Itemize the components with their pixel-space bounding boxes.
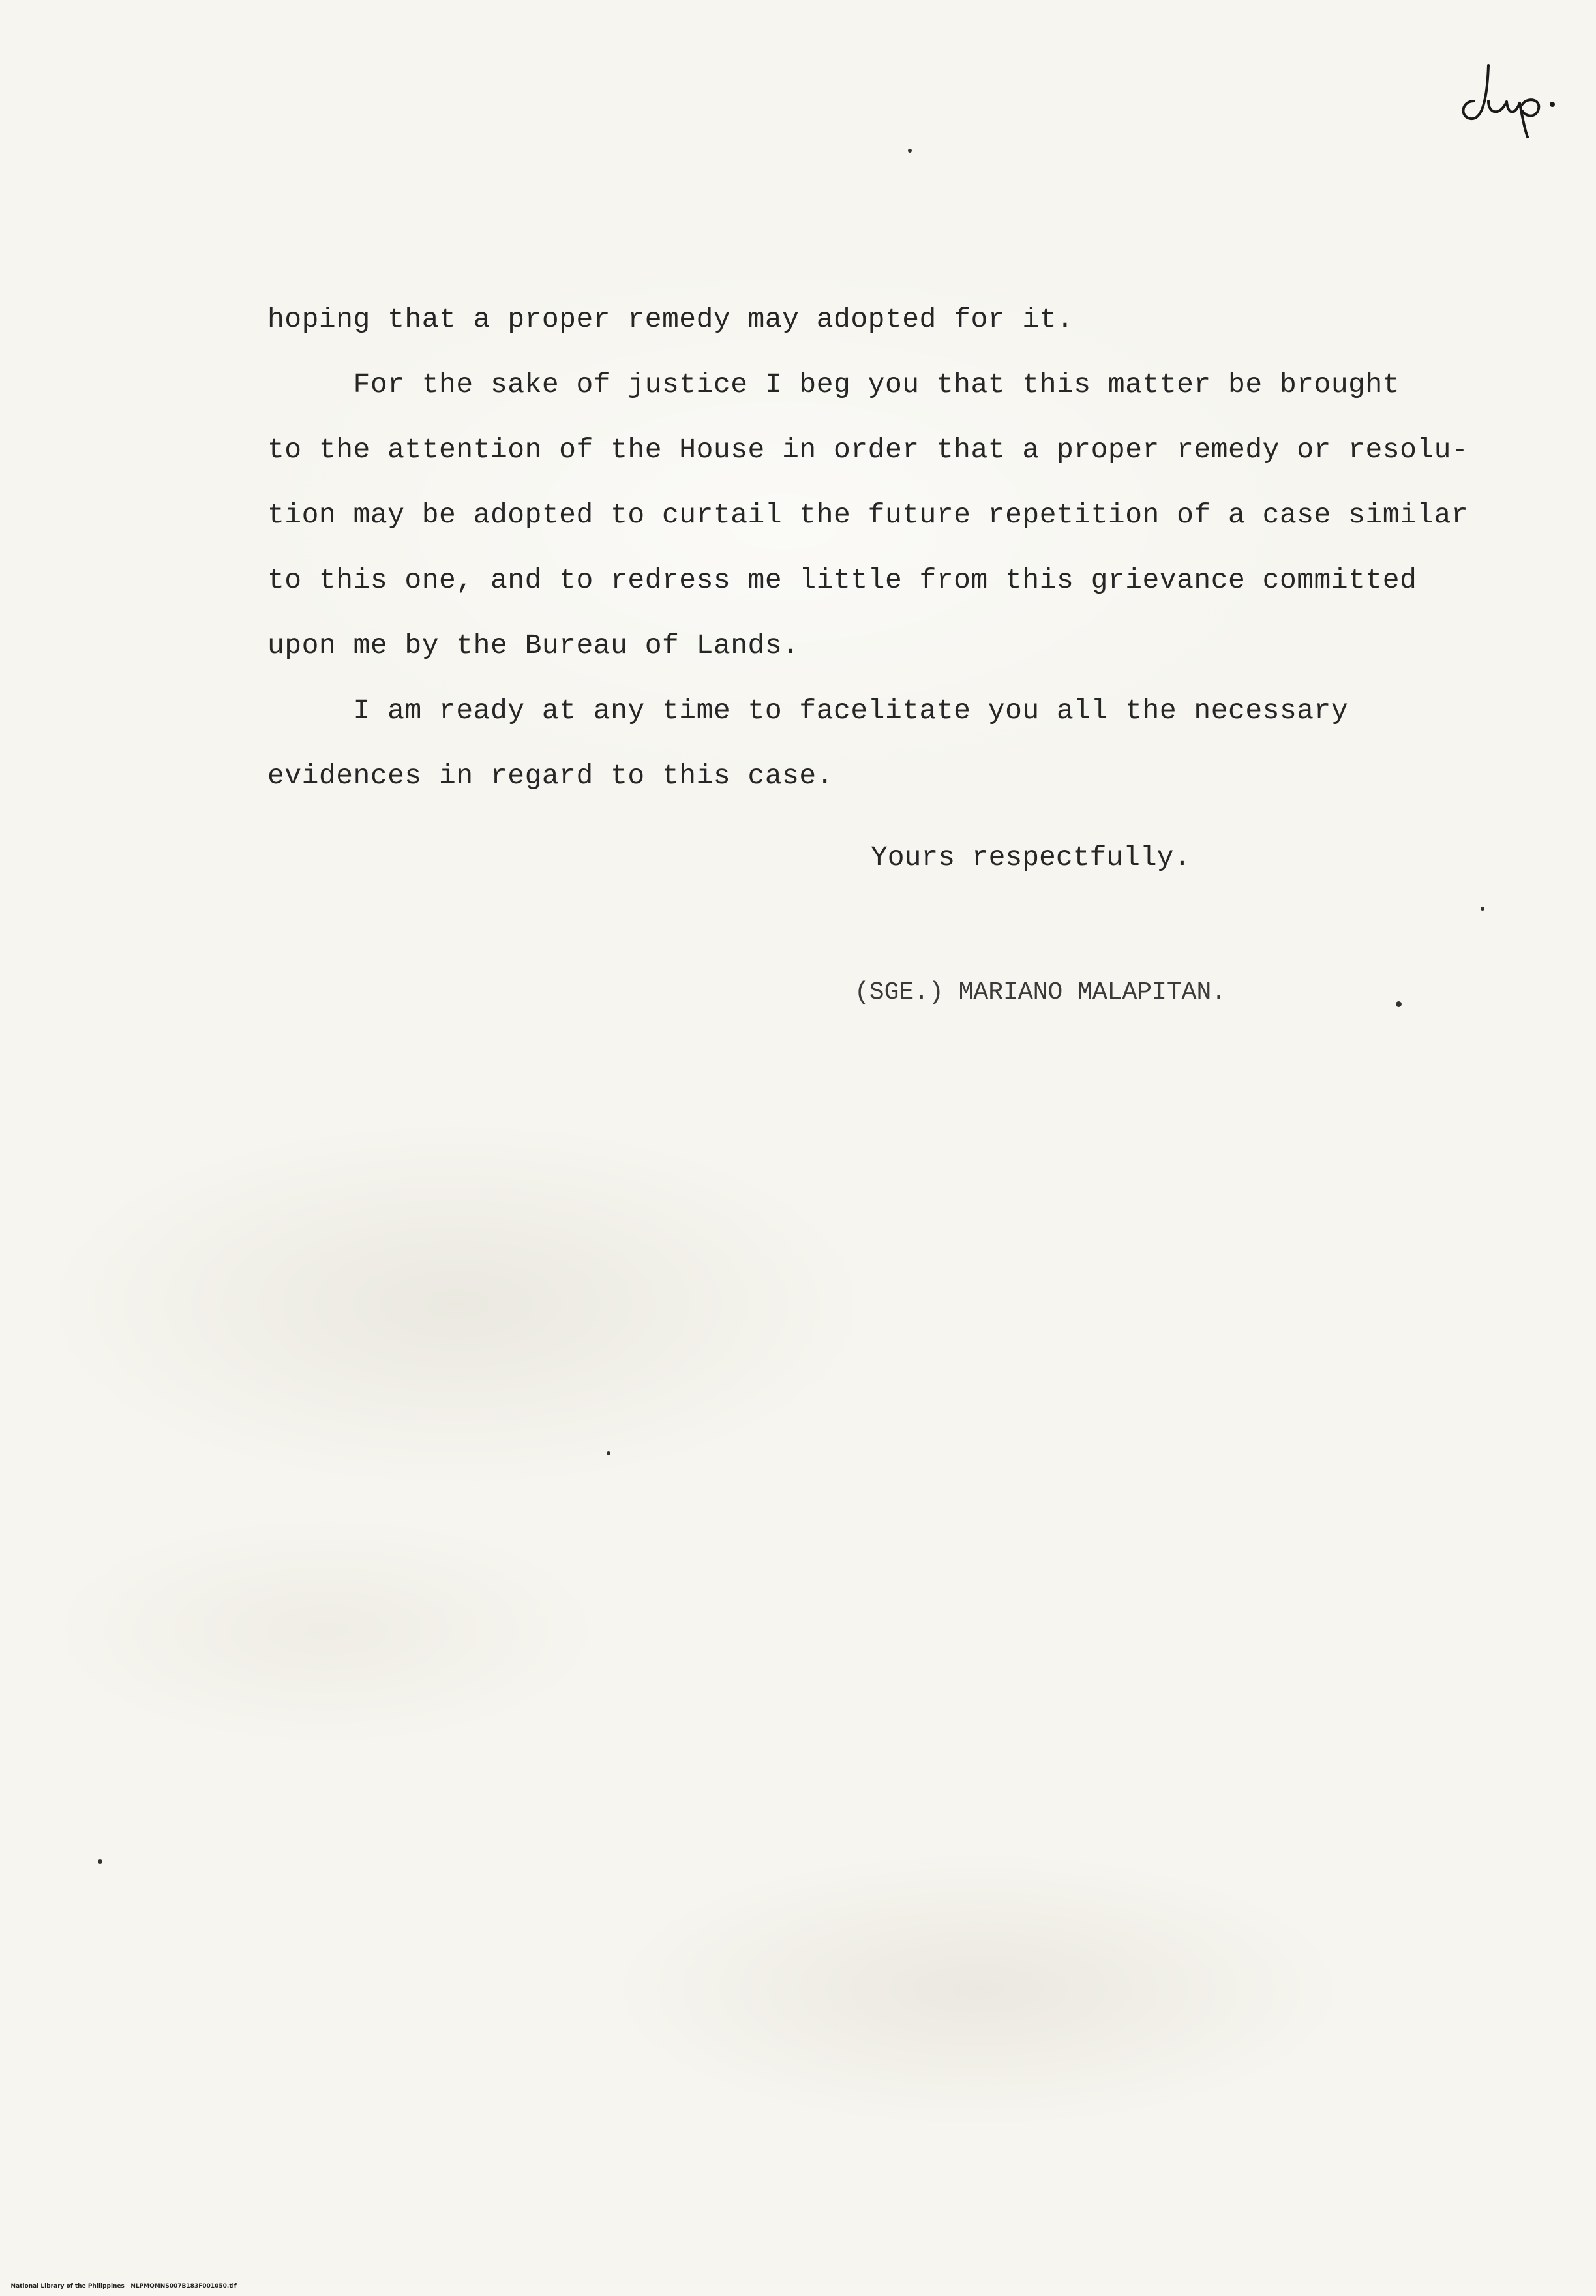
letter-line-6: upon me by the Bureau of Lands. [267,629,800,661]
letter-line-1: hoping that a proper remedy may adopted for it. [267,303,1074,335]
letter-line-4: tion may be adopted to curtail the future repetition of a case similar [267,499,1469,531]
handwritten-dup-mark [1454,39,1559,144]
letter-body [267,287,1469,809]
footer-source: National Library of the Philippines [10,2283,125,2289]
ink-speck [98,1859,102,1864]
letter-line-7: I am ready at any time to facelitate you all the necessary [267,695,1349,727]
signature-line: (SGE.) MARIANO MALAPITAN. [854,978,1227,1006]
ink-speck [1481,907,1484,911]
footer-file: NLPMQMNS007B183F001050.tif [130,2283,237,2289]
ink-speck [908,149,912,153]
scan-footer [3,2276,237,2296]
letter-line-3: to the attention of the House in order that a proper remedy or resolu- [267,434,1469,466]
letter-line-5: to this one, and to redress me little from this grievance committed [267,564,1417,596]
closing-salutation: Yours respectfully. [871,841,1191,873]
letter-line-2: For the sake of justice I beg you that this matter be brought [267,369,1400,400]
ink-speck [1396,1001,1402,1007]
letter-line-8: evidences in regard to this case. [267,760,834,792]
ink-speck [607,1451,610,1455]
